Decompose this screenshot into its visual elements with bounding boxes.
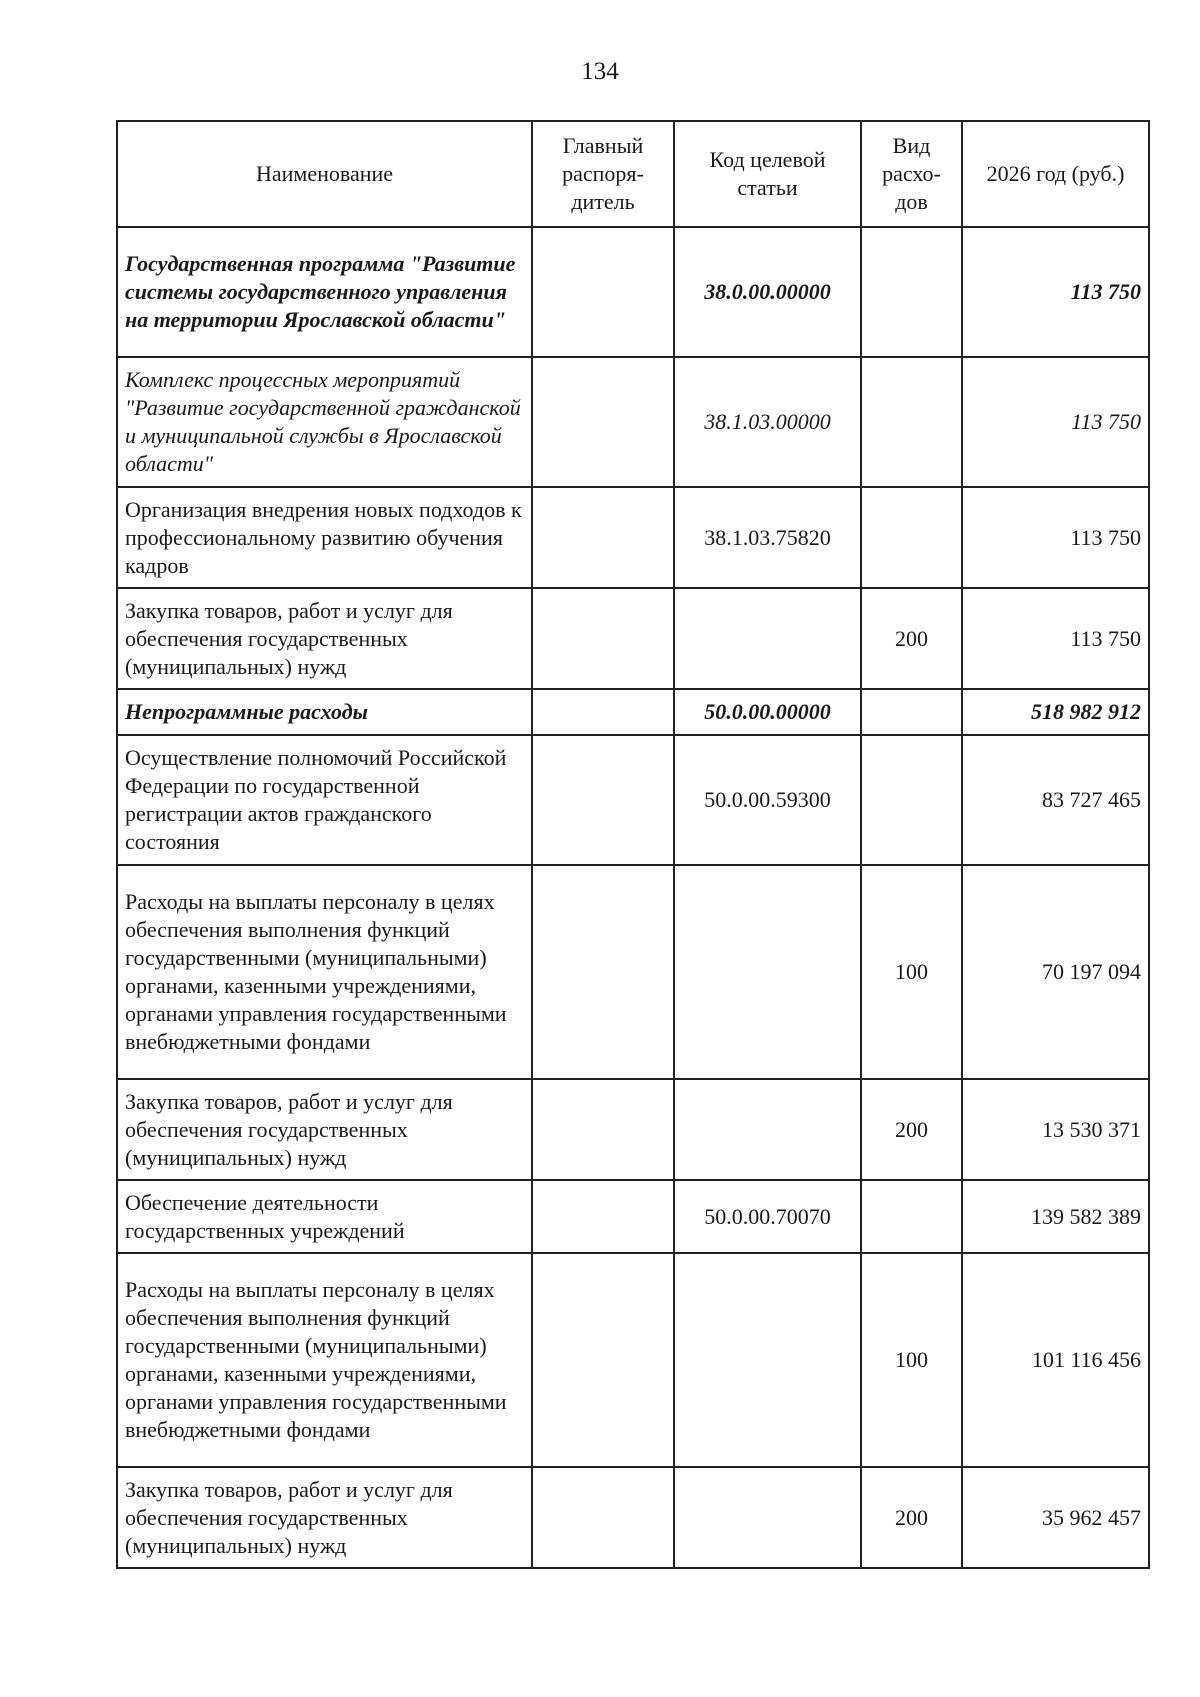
row-name: Комплекс процессных мероприятий "Развитие государственной гражданской и муниципальной службы в Ярославской области" bbox=[117, 357, 532, 487]
row-code: 38.0.00.00000 bbox=[674, 227, 861, 357]
header-name: Наименование bbox=[117, 121, 532, 227]
header-code: Код целевой статьи bbox=[674, 121, 861, 227]
table-row bbox=[117, 735, 1149, 865]
row-amount: 13 530 371 bbox=[962, 1079, 1149, 1180]
table-row bbox=[117, 1180, 1149, 1253]
row-amount: 113 750 bbox=[962, 357, 1149, 487]
row-kind bbox=[861, 689, 962, 735]
budget-table bbox=[116, 120, 1150, 1569]
row-code: 38.1.03.75820 bbox=[674, 487, 861, 588]
row-admin bbox=[532, 1467, 674, 1568]
row-code: 50.0.00.70070 bbox=[674, 1180, 861, 1253]
row-amount: 101 116 456 bbox=[962, 1253, 1149, 1467]
header-kind: Вид расхо-дов bbox=[861, 121, 962, 227]
table-row bbox=[117, 227, 1149, 357]
row-kind bbox=[861, 487, 962, 588]
table-row bbox=[117, 487, 1149, 588]
row-admin bbox=[532, 1253, 674, 1467]
row-name: Обеспечение деятельности государственных учреждений bbox=[117, 1180, 532, 1253]
row-admin bbox=[532, 588, 674, 689]
row-kind: 200 bbox=[861, 588, 962, 689]
header-admin: Главный распоря-дитель bbox=[532, 121, 674, 227]
row-amount: 70 197 094 bbox=[962, 865, 1149, 1079]
row-code bbox=[674, 588, 861, 689]
table-row bbox=[117, 1467, 1149, 1568]
row-name: Расходы на выплаты персоналу в целях обеспечения выполнения функций государственными (муниципальными) органами, казенными учреждениями, органами управления государственными внебюджетными фондами bbox=[117, 865, 532, 1079]
row-admin bbox=[532, 1079, 674, 1180]
row-code bbox=[674, 865, 861, 1079]
row-admin bbox=[532, 689, 674, 735]
row-admin bbox=[532, 1180, 674, 1253]
row-kind: 200 bbox=[861, 1079, 962, 1180]
row-admin bbox=[532, 487, 674, 588]
row-code bbox=[674, 1079, 861, 1180]
row-kind bbox=[861, 357, 962, 487]
table-header-row bbox=[117, 121, 1149, 227]
row-code: 50.0.00.00000 bbox=[674, 689, 861, 735]
page-number: 134 bbox=[581, 58, 619, 85]
table-row bbox=[117, 357, 1149, 487]
row-kind: 100 bbox=[861, 865, 962, 1079]
row-name: Государственная программа "Развитие системы государственного управления на территории Ярославской области" bbox=[117, 227, 532, 357]
table-row bbox=[117, 1253, 1149, 1467]
row-admin bbox=[532, 865, 674, 1079]
row-name: Расходы на выплаты персоналу в целях обеспечения выполнения функций государственными (муниципальными) органами, казенными учреждениями, органами управления государственными внебюджетными фондами bbox=[117, 1253, 532, 1467]
row-amount: 518 982 912 bbox=[962, 689, 1149, 735]
row-kind bbox=[861, 227, 962, 357]
row-name: Осуществление полномочий Российской Федерации по государственной регистрации актов гражданского состояния bbox=[117, 735, 532, 865]
row-admin bbox=[532, 735, 674, 865]
row-code bbox=[674, 1253, 861, 1467]
row-code: 38.1.03.00000 bbox=[674, 357, 861, 487]
table-row bbox=[117, 1079, 1149, 1180]
row-amount: 113 750 bbox=[962, 227, 1149, 357]
row-name: Закупка товаров, работ и услуг для обеспечения государственных (муниципальных) нужд bbox=[117, 1467, 532, 1568]
row-amount: 113 750 bbox=[962, 487, 1149, 588]
row-amount: 35 962 457 bbox=[962, 1467, 1149, 1568]
row-kind: 200 bbox=[861, 1467, 962, 1568]
row-name: Организация внедрения новых подходов к профессиональному развитию обучения кадров bbox=[117, 487, 532, 588]
row-amount: 83 727 465 bbox=[962, 735, 1149, 865]
row-admin bbox=[532, 357, 674, 487]
table-row bbox=[117, 865, 1149, 1079]
row-code bbox=[674, 1467, 861, 1568]
row-name: Закупка товаров, работ и услуг для обеспечения государственных (муниципальных) нужд bbox=[117, 588, 532, 689]
row-amount: 139 582 389 bbox=[962, 1180, 1149, 1253]
row-code: 50.0.00.59300 bbox=[674, 735, 861, 865]
row-name: Закупка товаров, работ и услуг для обеспечения государственных (муниципальных) нужд bbox=[117, 1079, 532, 1180]
table-row bbox=[117, 588, 1149, 689]
table-row bbox=[117, 689, 1149, 735]
row-kind bbox=[861, 735, 962, 865]
header-year: 2026 год (руб.) bbox=[962, 121, 1149, 227]
row-kind: 100 bbox=[861, 1253, 962, 1467]
row-name: Непрограммные расходы bbox=[117, 689, 532, 735]
row-kind bbox=[861, 1180, 962, 1253]
row-admin bbox=[532, 227, 674, 357]
row-amount: 113 750 bbox=[962, 588, 1149, 689]
